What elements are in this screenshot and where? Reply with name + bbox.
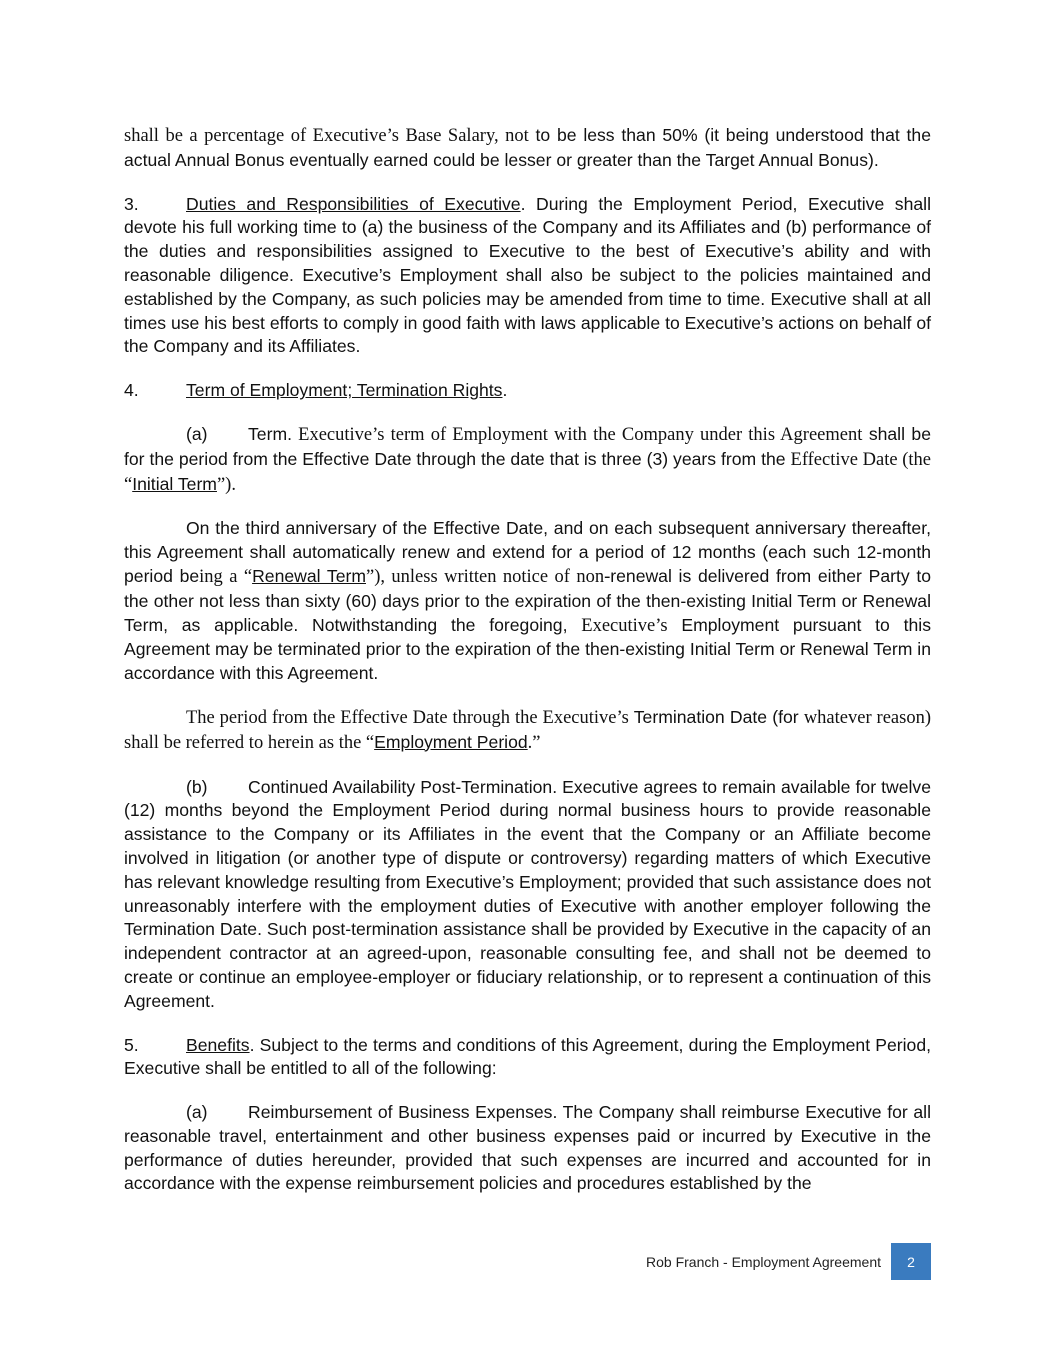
section-heading: Term of Employment; Termination Rights: [186, 380, 503, 401]
section-5-benefits: [124, 1034, 931, 1082]
text: ing a “: [199, 566, 253, 587]
text: ”), unless written notice of non-: [366, 566, 611, 587]
text: renewal is delivered from either Party to the other not less than sixty (60) days prior to the expiration of the then-existing Initial Term or Renewal Term, as applicable. Notwithstanding the foregoing,: [124, 565, 932, 635]
section-4a-term: [124, 423, 931, 497]
section-4b-availability: [124, 776, 931, 1014]
text: Termination Date (for: [633, 706, 804, 727]
paragraph-bonus-continuation: [124, 124, 931, 173]
text: to be less than 50% (it being understood that the actual Annual Bonus eventually earned could be lesser or greater than the Target Annual Bonus).: [124, 125, 931, 170]
defined-term: Renewal Term: [252, 565, 366, 586]
text: ”).: [216, 474, 236, 495]
text: .: [502, 380, 508, 401]
text: On the third anniversary of the Effective Date, and on each subsequent anniversary thereafter, this Agreement shall automatically renew and extend for a period of 12 months (each such 12-month period be: [124, 518, 931, 586]
section-4-term: [124, 379, 931, 403]
page-number-badge: 2: [891, 1243, 931, 1280]
document-body: [124, 124, 931, 1216]
text: Employment pursuant to this Agreement may be terminated prior to the expiration of the then-existing Initial Term or Renewal Term in accordance with this Agreement.: [124, 614, 931, 684]
text: Executive’s: [581, 615, 668, 636]
subsection-label: (a): [186, 1102, 208, 1123]
section-heading: Duties and Responsibilities of Executive: [186, 193, 521, 214]
paragraph-employment-period: [124, 706, 931, 756]
subsection-heading: Term.: [248, 423, 292, 444]
text: . During the Employment Period, Executive shall devote his full working time to (a) the business of the Company and its Affiliates and (b) performance of the duties and responsibilities assigned to Executive to the best of Executive’s ability and with reasonable diligence. Executive’s Employment shall also be subject to the policies maintained and established by the Company, as such policies may be amended from time to time. Executive shall at all times use his best efforts to comply in good faith with laws applicable to Executive’s actions on behalf of the Company and its Affiliates.: [124, 193, 931, 357]
footer-title: Rob Franch - Employment Agreement: [646, 1253, 881, 1270]
paragraph-renewal: [124, 517, 931, 686]
defined-term: Initial Term: [132, 473, 217, 494]
section-heading: Benefits: [186, 1034, 250, 1055]
section-number: 3.: [124, 193, 139, 214]
subsection-label: (a): [186, 423, 208, 444]
page-footer: [600, 1243, 931, 1280]
text: Effective Date (the “: [124, 449, 932, 495]
section-3-duties: [124, 193, 931, 360]
text: shall be a percentage of Executive’s Base Salary, not: [124, 126, 529, 146]
text: Continued Availability Post-Termination. Executive agrees to remain available for twelve (12) months beyond the Employment Period during normal business hours to provide reasonable assistance to the Company or its Affiliates in the event that the Company or an Affiliate become involved in litigation (or another type of dispute or controversy) regarding matters of which Executive has relevant knowledge resulting from Executive’s Employment; provided that such assistance does not unreasonably interfere with the employment duties of Executive with another employer following the Termination Date. Such post-termination assistance shall be provided by Executive in the capacity of an independent contractor at an agreed-upon, reasonable consulting fee, and shall not be deemed to create or continue an employee-employer or fiduciary relationship, or to represent a continuation of this Agreement.: [124, 776, 931, 1011]
text: .”: [527, 732, 541, 753]
subsection-label: (b): [186, 776, 208, 797]
text: Executive’s term of Employment with the Company under this Agreement: [291, 424, 863, 445]
text: Reimbursement of Business Expenses. The Company shall reimburse Executive for all reasonable travel, entertainment and other business expenses paid or incurred by Executive in the performance of duties hereunder, provided that such expenses are incurred and accounted for in accordance with the expense reimbursement policies and procedures established by the: [124, 1102, 931, 1194]
section-number: 4.: [124, 380, 139, 401]
text: . Subject to the terms and conditions of this Agreement, during the Employment Period, Executive shall be entitled to all of the following:: [124, 1034, 931, 1079]
section-5a-reimbursement: [124, 1101, 931, 1196]
section-number: 5.: [124, 1034, 139, 1055]
text: shall be for the period from the Effective Date through the date that is three (3) years from the: [124, 423, 932, 469]
text: The period from the Effective Date through the Executive’s: [186, 707, 634, 728]
text: whatever reason) shall be referred to herein as the “: [124, 707, 931, 753]
defined-term: Employment Period: [374, 731, 528, 752]
